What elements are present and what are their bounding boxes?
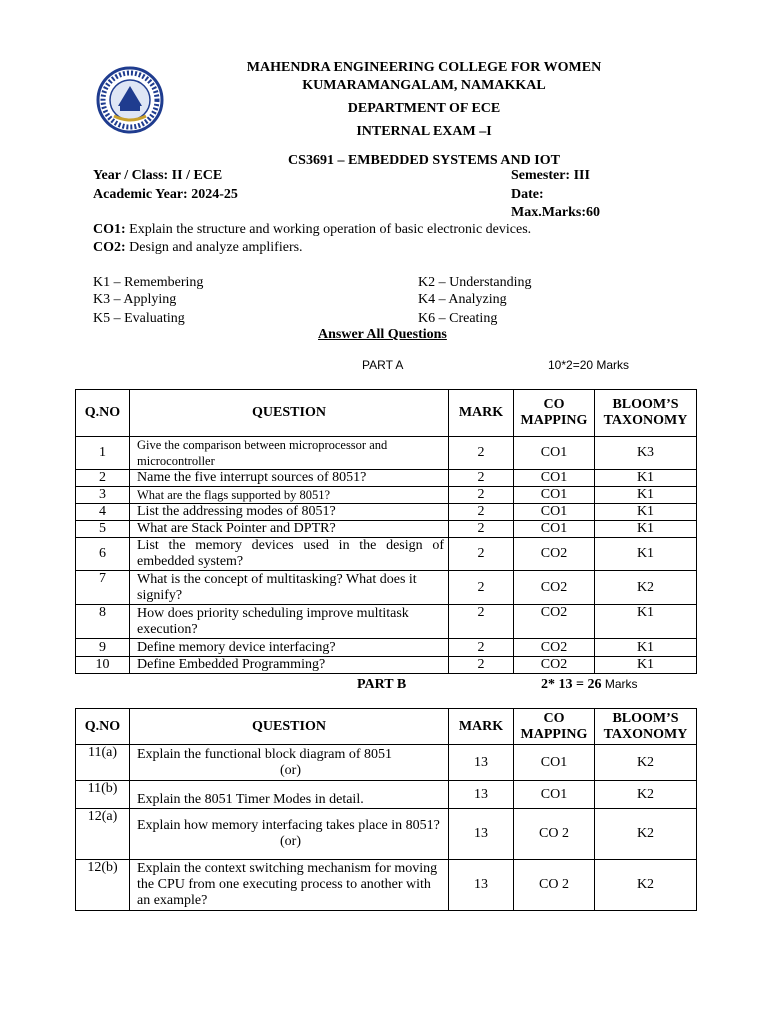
k-level: K2 – Understanding [418,275,532,290]
qno-cell: 12(b) [76,860,130,911]
co-cell: CO1 [514,745,595,781]
table-row [76,538,697,571]
college-location: KUMARAMANGALAM, NAMAKKAL [302,78,546,93]
table-row [76,605,697,639]
table-row [76,781,697,809]
qno-cell: 3 [76,487,130,504]
co1-code: CO1: [93,222,126,237]
bloom-cell: K2 [595,745,697,781]
college-name: MAHENDRA ENGINEERING COLLEGE FOR WOMEN [246,60,602,75]
bloom-cell: K1 [595,605,697,639]
part-b-table [75,708,697,911]
part-b-marks-value: 2* 13 = 26 [541,677,602,692]
bloom-header: BLOOM’S TAXONOMY [595,709,697,745]
table-row [76,470,697,487]
k-level: K1 – Remembering [93,275,204,290]
course-outcome-1 [93,222,531,238]
mark-cell: 2 [449,571,514,605]
co-header: CO MAPPING [514,709,595,745]
qno-header: Q.NO [76,709,130,745]
question-cell [130,745,449,781]
mark-cell: 13 [449,809,514,860]
qno-cell: 11(a) [76,745,130,781]
table-row [76,639,697,657]
or-text: (or) [280,834,301,849]
k-level: K5 – Evaluating [93,311,185,326]
mark-cell: 13 [449,860,514,911]
max-marks: Max.Marks:60 [511,205,601,220]
co-header: CO MAPPING [514,390,595,437]
qno-cell: 9 [76,639,130,657]
co-cell: CO1 [514,437,595,470]
bloom-cell: K1 [595,657,697,674]
table-row [76,745,697,781]
qno-cell: 10 [76,657,130,674]
bloom-cell: K2 [595,781,697,809]
question-cell [130,809,449,860]
mark-cell: 13 [449,745,514,781]
exam-title: INTERNAL EXAM –I [356,124,492,139]
department: DEPARTMENT OF ECE [347,101,501,116]
part-a-title: PART A [362,358,404,372]
question-text: What is the concept of multitasking? What does it signify? [137,571,417,603]
qno-cell: 4 [76,504,130,521]
co-cell: CO 2 [514,809,595,860]
bloom-cell: K1 [595,639,697,657]
mark-header: MARK [449,390,514,437]
table-row [76,657,697,674]
question-text: Explain how memory interfacing takes place in 8051? [137,818,440,833]
academic-year: Academic Year: 2024-25 [93,187,238,202]
co-cell: CO1 [514,781,595,809]
bloom-cell: K2 [595,571,697,605]
k-level: K3 – Applying [93,292,177,307]
co-cell: CO2 [514,538,595,571]
course-title: CS3691 – EMBEDDED SYSTEMS AND IOT [288,153,560,168]
mark-cell: 2 [449,504,514,521]
question-cell: What are the flags supported by 8051? [130,487,449,504]
question-header: QUESTION [130,709,449,745]
question-cell: How does priority scheduling improve multitask execution? [130,605,449,639]
mark-cell: 2 [449,657,514,674]
qno-cell: 6 [76,538,130,571]
table-row [76,809,697,860]
bloom-cell: K1 [595,470,697,487]
bloom-cell: K1 [595,521,697,538]
table-row [76,571,697,605]
question-cell: Name the five interrupt sources of 8051? [130,470,449,487]
question-cell: Explain the context switching mechanism for moving the CPU from one executing process to another with an example? [130,860,449,911]
k-level: K6 – Creating [418,311,498,326]
qno-cell: 8 [76,605,130,639]
part-a-marks: 10*2=20 Marks [548,358,630,372]
bloom-cell: K1 [595,504,697,521]
question-text: Explain the functional block diagram of 8051 [137,746,393,762]
part-b-marks [541,677,637,693]
co2-text: Design and analyze amplifiers. [125,240,303,255]
co-cell: CO 2 [514,860,595,911]
qno-cell: 7 [76,571,130,605]
question-cell: List the memory devices used in the design of embedded system? [130,538,449,571]
bloom-cell: K2 [595,809,697,860]
table-header-row [76,709,697,745]
mark-cell: 2 [449,437,514,470]
table-row [76,487,697,504]
question-cell: Define Embedded Programming? [130,657,449,674]
question-cell [130,571,449,605]
year-class: Year / Class: II / ECE [93,168,223,183]
mark-cell: 13 [449,781,514,809]
qno-header: Q.NO [76,390,130,437]
bloom-cell: K1 [595,487,697,504]
course-outcome-2 [93,240,303,256]
co-cell: CO1 [514,521,595,538]
mark-cell: 2 [449,487,514,504]
question-cell: Explain the 8051 Timer Modes in detail. [130,781,449,809]
co-cell: CO2 [514,657,595,674]
table-row [76,860,697,911]
co-cell: CO2 [514,639,595,657]
mark-cell: 2 [449,470,514,487]
bloom-cell: K3 [595,437,697,470]
co-cell: CO1 [514,487,595,504]
qno-cell: 11(b) [76,781,130,809]
mark-cell: 2 [449,521,514,538]
semester: Semester: III [511,168,590,183]
co-cell: CO1 [514,504,595,521]
table-header-row [76,390,697,437]
qno-cell: 12(a) [76,809,130,860]
mark-cell: 2 [449,605,514,639]
question-cell: Give the comparison between microprocessor and microcontroller [130,437,449,470]
co-cell: CO2 [514,571,595,605]
table-row [76,504,697,521]
part-b-marks-suffix: Marks [601,677,638,691]
co1-text: Explain the structure and working operation of basic electronic devices. [125,222,532,237]
bloom-cell: K1 [595,538,697,571]
qno-cell: 2 [76,470,130,487]
bloom-cell: K2 [595,860,697,911]
part-a-table [75,389,697,674]
or-text: (or) [280,762,301,778]
question-cell: Define memory device interfacing? [130,639,449,657]
co-cell: CO1 [514,470,595,487]
table-row [76,521,697,538]
mark-header: MARK [449,709,514,745]
k-level: K4 – Analyzing [418,292,507,307]
exam-date: Date: [511,187,544,202]
bloom-header: BLOOM’S TAXONOMY [595,390,697,437]
co2-code: CO2: [93,240,126,255]
mark-cell: 2 [449,639,514,657]
part-b-title: PART B [357,677,407,692]
question-cell: List the addressing modes of 8051? [130,504,449,521]
qno-cell: 5 [76,521,130,538]
question-header: QUESTION [130,390,449,437]
mark-cell: 2 [449,538,514,571]
co-cell: CO2 [514,605,595,639]
qno-cell: 1 [76,437,130,470]
table-row [76,437,697,470]
instruction: Answer All Questions [318,327,447,342]
question-cell: What are Stack Pointer and DPTR? [130,521,449,538]
